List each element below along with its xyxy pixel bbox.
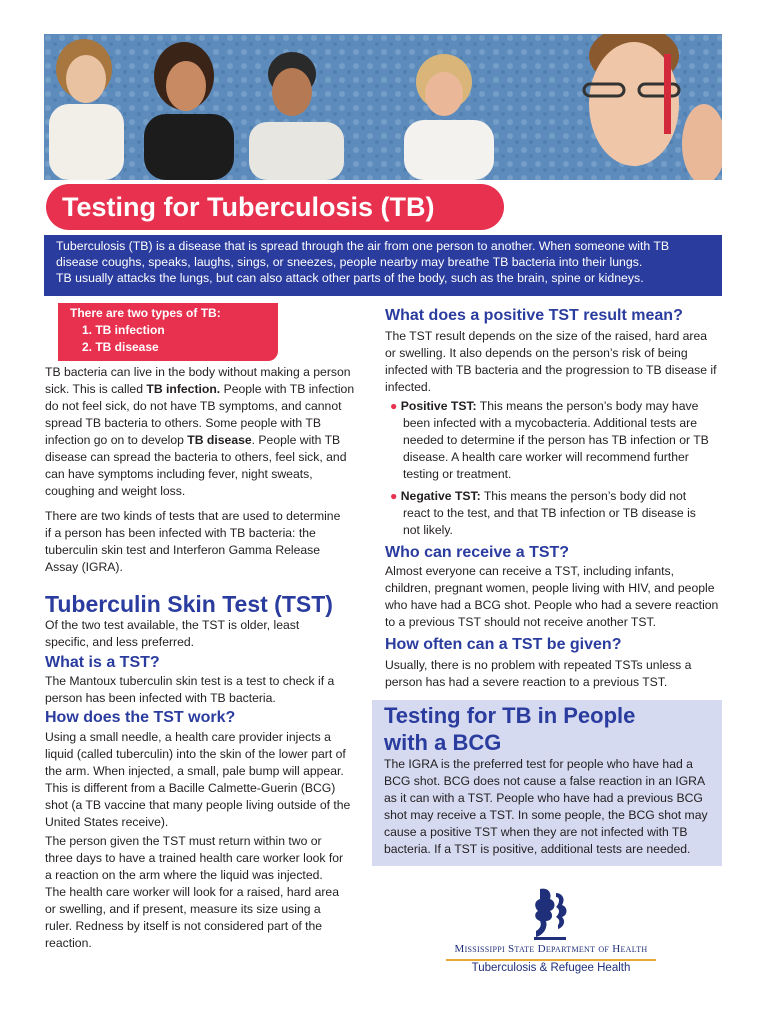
- who-can-receive-heading: Who can receive a TST?: [385, 544, 570, 561]
- negative-tst-bullet: [385, 488, 705, 539]
- gold-divider: [446, 959, 656, 961]
- header-photo: [44, 34, 722, 180]
- bullet-icon: ●: [390, 489, 401, 503]
- bullet-label: Positive TST:: [400, 399, 477, 413]
- tst-return-paragraph: The person given the TST must return within two or three days to have a trained health care worker look for a reaction on the arm where the liquid was injected. The health care worker will look for a raised, hard area or swelling, and if present, measure its size using a ruler. Redness by itself is not considered part of the reaction.: [45, 834, 344, 950]
- agency-logo-block: [440, 885, 660, 980]
- tb-infection-term: TB infection.: [146, 382, 221, 396]
- how-tst-works-heading: How does the TST work?: [45, 709, 236, 726]
- bcg-paragraph: The IGRA is the preferred test for people who have had a BCG shot. BCG does not cause a false reaction in an IGRA as it can with a TST. People who have had a previous BCG shot may receive a TST. In some people, the BCG shot may cause a positive TST when they are not infected with TB bacteria. If a TST is positive, additional tests are needed.: [384, 757, 708, 856]
- tb-disease-term: TB disease: [187, 433, 252, 447]
- positive-tst-bullet: [385, 398, 717, 483]
- bullet-label: Negative TST:: [400, 489, 481, 503]
- bcg-box: [372, 700, 722, 866]
- who-can-receive-paragraph: Almost everyone can receive a TST, including infants, children, pregnant women, people living with HIV, and people who have had a BCG shot. People who had a severe reaction to a previous TST should not receive another TST.: [385, 564, 719, 629]
- tb-types-box: [58, 303, 278, 361]
- bullet-icon: ●: [390, 399, 401, 413]
- text-span: People with TB infection do not feel sick, do not have TB symptoms, and cannot spread TB bacteria to others. Some people with TB infection go on to develop: [45, 382, 355, 447]
- what-is-tst-paragraph: The Mantoux tuberculin skin test is a test to check if a person has been infected with TB bacteria.: [45, 674, 335, 705]
- msdh-profiles-logo-icon: [526, 885, 574, 941]
- how-tst-works-paragraph: Using a small needle, a health care provider injects a liquid (called tuberculin) into the skin of the lower part of the arm. When injected, a small, pale bump will appear. This is different from a Bacille Calmette-Guerin (BCG) shot (a TB vaccine that many people living outside of the United States receive).: [45, 730, 351, 829]
- tests-paragraph: There are two kinds of tests that are used to determine if a person has been infected with TB bacteria: the tuberculin skin test and Interferon Gamma Release Assay (IGRA).: [45, 509, 341, 574]
- bcg-heading: Testing for TB in People: [384, 703, 636, 728]
- intro-line: TB usually attacks the lungs, but can also attack other parts of the body, such as the brain, spine or kidneys.: [56, 271, 644, 285]
- what-is-tst-heading: What is a TST?: [45, 654, 160, 671]
- positive-tst-heading: What does a positive TST result mean?: [385, 307, 683, 324]
- intro-banner: [44, 235, 722, 296]
- bcg-heading: with a BCG: [384, 730, 502, 755]
- tst-paragraph: Of the two test available, the TST is older, least specific, and less preferred.: [45, 618, 300, 649]
- tst-heading: Tuberculin Skin Test (TST): [45, 591, 333, 617]
- agency-name: Mississippi State Department of Health: [454, 943, 648, 955]
- positive-tst-paragraph: The TST result depends on the size of the raised, hard area or swelling. It also depends on the person’s risk of being infected with TB bacteria and the progression to TB disease if infected.: [385, 329, 717, 394]
- page-title: Testing for Tuberculosis (TB): [46, 184, 504, 230]
- how-often-heading: How often can a TST be given?: [385, 636, 622, 653]
- intro-line: disease coughs, speaks, laughs, sings, or sneezes, people nearby may breathe TB bacteria into their lungs.: [56, 255, 643, 269]
- left-intro-paragraph: [45, 364, 363, 500]
- how-often-paragraph: Usually, there is no problem with repeated TSTs unless a person has had a severe reaction to a previous TST.: [385, 658, 692, 689]
- tb-type-item: 2. TB disease: [82, 340, 159, 354]
- bullet-text: This means the person’s body did not react to the test, and that TB infection or TB disease is not likely.: [403, 489, 696, 537]
- intro-line: Tuberculosis (TB) is a disease that is spread through the air from one person to another. When someone with TB: [56, 239, 670, 253]
- text-span: TB bacteria can live in the body without making a person sick. This is called: [45, 365, 351, 396]
- tb-type-item: 1. TB infection: [82, 323, 165, 337]
- tb-types-heading: There are two types of TB:: [70, 306, 221, 320]
- header-photo-collage: [44, 34, 722, 180]
- unit-name: Tuberculosis & Refugee Health: [471, 962, 631, 974]
- bullet-text: This means the person’s body may have been infected with a mycobacteria. Additional tests are needed to determine if the person has TB infection or TB disease. A health care worker will recommend further testing or treatment.: [403, 399, 709, 481]
- text-span: . People with TB disease can spread the bacteria to others, feel sick, and can have symptoms including fever, night sweats, coughing and weight loss.: [45, 433, 347, 498]
